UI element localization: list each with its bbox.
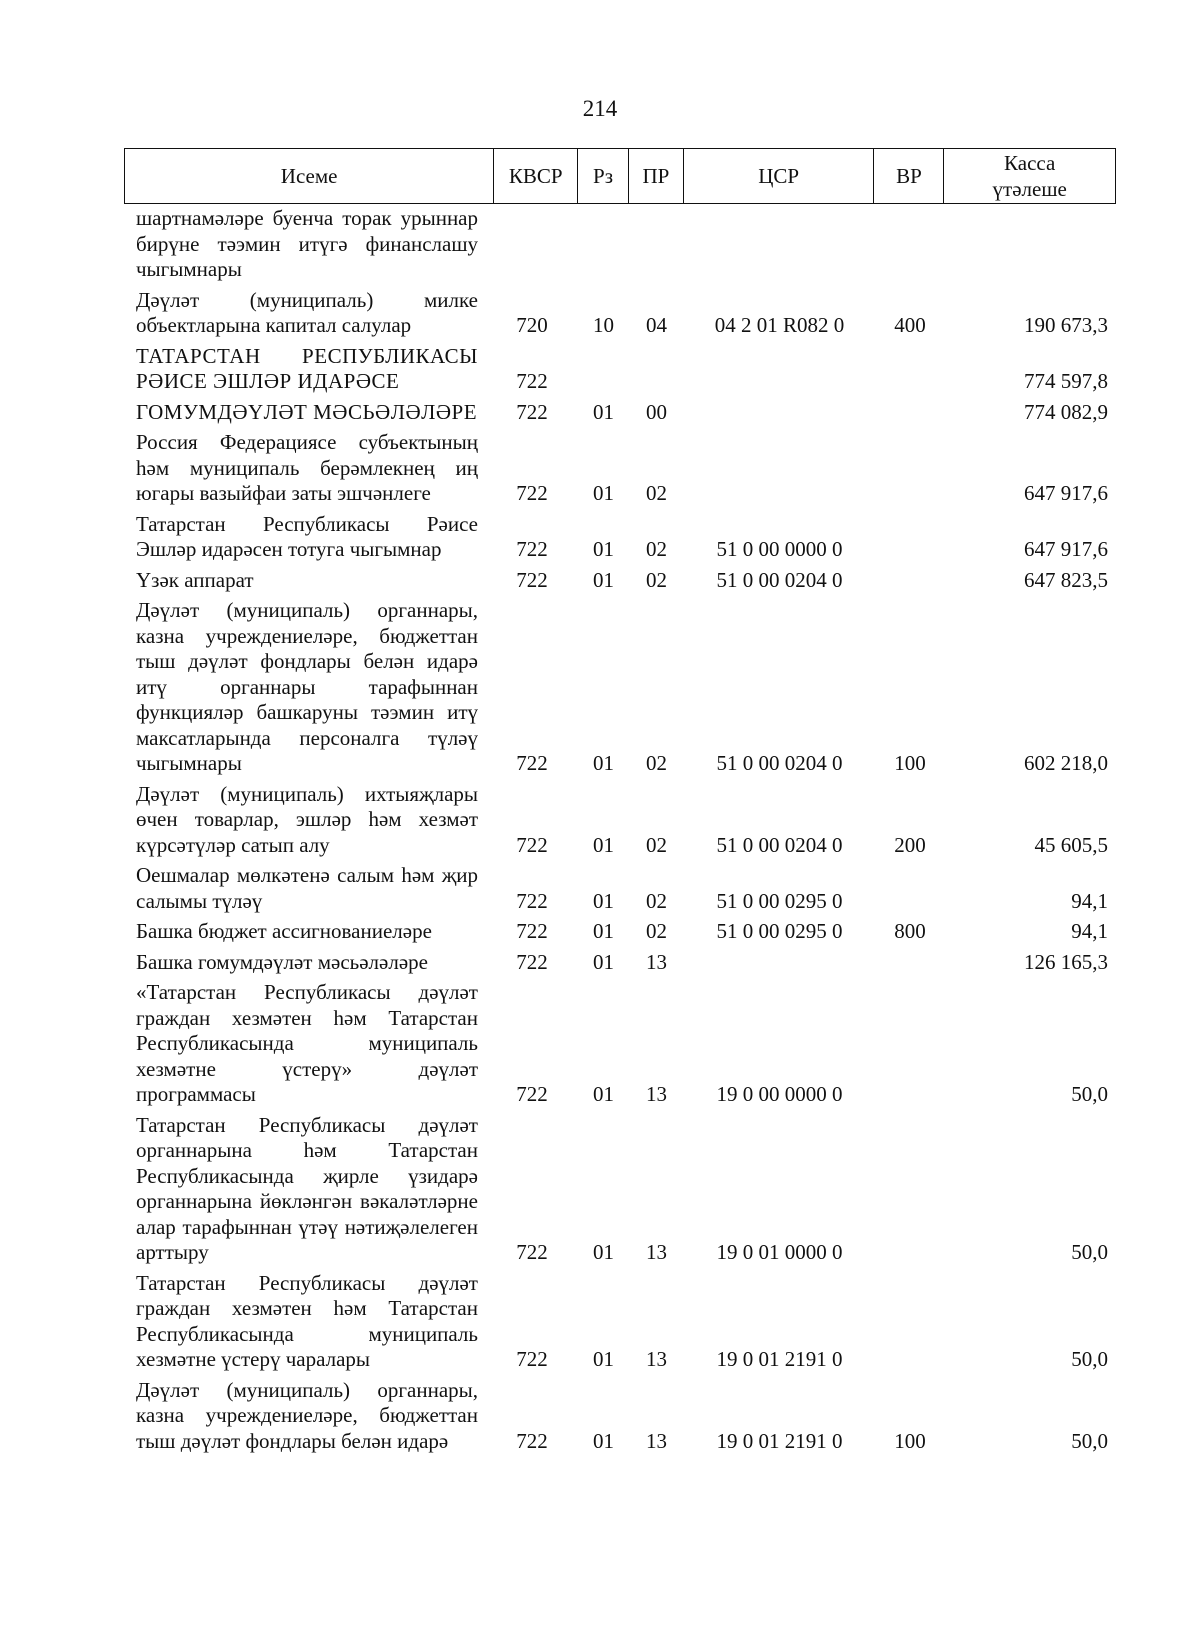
row-kassa: 647 823,5 — [1024, 567, 1108, 592]
header-tssr: ЦСР — [684, 149, 875, 203]
row-rz: 01 — [593, 1240, 614, 1264]
row-name: Россия Федерациясе субъектының һәм муниципаль берәмлекнең иң югары вазыйфаи заты эшчәнлеге — [136, 430, 478, 505]
row-kvsr: 722 — [516, 751, 548, 775]
header-kassa-line1: Касса — [1004, 151, 1056, 175]
row-pr: 02 — [646, 888, 667, 913]
row-rz: 01 — [593, 919, 614, 943]
table-row — [124, 568, 1116, 594]
row-kassa: 602 218,0 — [1024, 751, 1108, 775]
row-kassa: 647 917,6 — [1024, 537, 1108, 561]
row-kvsr: 722 — [516, 481, 548, 505]
row-kvsr: 722 — [516, 1240, 548, 1264]
row-name: ТАТАРСТАН РЕСПУБЛИКАСЫ РӘИСЕ ЭШЛӘР ИДАРӘСЕ — [136, 343, 478, 393]
row-rz: 01 — [593, 888, 614, 913]
row-tssr: 51 0 00 0295 0 — [716, 888, 843, 913]
header-pr: ПР — [629, 149, 684, 203]
row-rz: 01 — [593, 567, 614, 592]
row-name: Татарстан Республикасы дәүләт граждан хезмәтен һәм Татарстан Республикасында муниципаль хезмәтне үстерү чаралары — [136, 1270, 478, 1371]
row-pr: 02 — [646, 919, 667, 943]
row-kassa: 94,1 — [1071, 919, 1108, 943]
row-tssr: 51 0 00 0000 0 — [716, 537, 843, 561]
table-header — [124, 148, 1116, 204]
row-tssr — [684, 206, 875, 283]
header-kassa — [944, 149, 1115, 203]
row-kvsr: 720 — [516, 313, 548, 337]
row-kvsr: 722 — [516, 399, 548, 424]
row-tssr — [684, 950, 875, 976]
row-kvsr: 722 — [516, 919, 548, 943]
row-vr — [875, 950, 945, 976]
row-name: Дәүләт (муниципаль) милке объектларына капитал салулар — [136, 287, 478, 337]
row-name: Башка бюджет ассигнованиеләре — [136, 919, 432, 943]
row-vr — [875, 980, 945, 1108]
row-kvsr — [486, 206, 578, 283]
row-kvsr: 722 — [516, 1347, 548, 1371]
row-pr: 00 — [646, 399, 667, 424]
header-kvsr: КВСР — [494, 149, 578, 203]
row-vr — [875, 568, 945, 594]
row-rz: 01 — [593, 481, 614, 505]
table-row — [124, 598, 1116, 777]
row-kvsr: 722 — [516, 1082, 548, 1106]
row-kassa: 774 082,9 — [1024, 399, 1108, 424]
row-rz: 01 — [593, 832, 614, 857]
row-kvsr: 722 — [516, 1428, 548, 1453]
row-rz — [578, 344, 629, 395]
table-row — [124, 512, 1116, 563]
table-row — [124, 1378, 1116, 1455]
row-vr — [875, 512, 945, 563]
row-kvsr: 722 — [516, 949, 548, 974]
table-row — [124, 206, 1116, 283]
row-name: шартнамәләре буенча торак урыннар бирүне тәэмин итүгә финанслашу чыгымнары — [136, 206, 478, 281]
row-pr: 02 — [646, 751, 667, 775]
row-kassa — [945, 206, 1116, 283]
row-kassa: 50,0 — [1071, 1347, 1108, 1371]
row-vr — [875, 430, 945, 507]
table-body — [124, 206, 1116, 1454]
row-vr — [875, 863, 945, 914]
header-name: Исеме — [125, 149, 494, 203]
row-pr: 13 — [646, 1428, 667, 1453]
row-kassa: 647 917,6 — [1024, 481, 1108, 505]
row-name: «Татарстан Республикасы дәүләт граждан хезмәтен һәм Татарстан Республикасында муниципаль хезмәтне үстерү» дәүләт программасы — [136, 980, 478, 1106]
table-row — [124, 1113, 1116, 1266]
row-name: Дәүләт (муниципаль) органнары, казна учреждениеләре, бюджеттан тыш дәүләт фондлары белән идарә итү органнары тарафыннан функцияләр башкаруны тәэмин итү максатларында персоналга түләү чыгымнары — [136, 598, 478, 775]
row-rz: 01 — [593, 1082, 614, 1106]
row-name: Дәүләт (муниципаль) ихтыяҗлары өчен товарлар, эшләр һәм хезмәт күрсәтүләр сатып алу — [136, 781, 478, 857]
row-pr: 13 — [646, 949, 667, 974]
row-vr: 200 — [894, 832, 926, 857]
row-rz: 01 — [593, 537, 614, 561]
row-pr: 13 — [646, 1240, 667, 1264]
row-kassa: 45 605,5 — [1034, 832, 1108, 857]
row-kvsr: 722 — [516, 832, 548, 857]
row-rz — [578, 206, 629, 283]
row-kassa: 190 673,3 — [1024, 313, 1108, 337]
row-tssr — [684, 430, 875, 507]
row-name: Дәүләт (муниципаль) органнары, казна учреждениеләре, бюджеттан тыш дәүләт фондлары белән идарә — [136, 1377, 478, 1453]
page-number: 214 — [582, 96, 618, 121]
row-vr: 800 — [894, 919, 926, 943]
row-pr: 13 — [646, 1082, 667, 1106]
row-tssr: 51 0 00 0204 0 — [716, 567, 843, 592]
row-rz: 01 — [593, 1347, 614, 1371]
row-name: Үзәк аппарат — [136, 567, 254, 592]
table-row — [124, 980, 1116, 1108]
row-rz: 01 — [593, 949, 614, 974]
row-pr — [629, 206, 684, 283]
row-rz: 10 — [593, 313, 614, 337]
header-vr: ВР — [874, 149, 944, 203]
row-pr: 04 — [646, 313, 667, 337]
table-row — [124, 288, 1116, 339]
row-kvsr: 722 — [516, 537, 548, 561]
table-row — [124, 863, 1116, 914]
row-vr — [875, 344, 945, 395]
row-rz: 01 — [593, 1428, 614, 1453]
table-row — [124, 782, 1116, 859]
row-vr: 100 — [894, 751, 926, 775]
row-pr: 02 — [646, 832, 667, 857]
row-pr: 13 — [646, 1347, 667, 1371]
row-tssr: 19 0 01 2191 0 — [716, 1428, 843, 1453]
row-name: Оешмалар мөлкәтенә салым һәм җир салымы түләү — [136, 863, 478, 913]
row-name: Татарстан Республикасы Рәисе Эшләр идарәсен тотуга чыгымнар — [136, 511, 478, 561]
row-pr: 02 — [646, 567, 667, 592]
row-tssr — [684, 400, 875, 426]
row-vr: 400 — [894, 313, 926, 337]
table-row — [124, 919, 1116, 945]
row-rz: 01 — [593, 751, 614, 775]
table-row — [124, 430, 1116, 507]
table-row — [124, 1271, 1116, 1373]
table-row — [124, 950, 1116, 976]
row-kassa: 126 165,3 — [1024, 949, 1108, 974]
row-tssr: 19 0 01 2191 0 — [716, 1347, 843, 1371]
row-kassa: 50,0 — [1071, 1082, 1108, 1106]
table-row — [124, 400, 1116, 426]
row-kassa: 94,1 — [1071, 888, 1108, 913]
row-tssr: 51 0 00 0295 0 — [716, 919, 843, 943]
table-row — [124, 344, 1116, 395]
row-kassa: 774 597,8 — [1024, 369, 1108, 393]
row-kassa: 50,0 — [1071, 1428, 1108, 1453]
row-tssr — [684, 344, 875, 395]
row-tssr: 19 0 01 0000 0 — [716, 1240, 843, 1264]
row-tssr: 51 0 00 0204 0 — [716, 832, 843, 857]
row-tssr: 19 0 00 0000 0 — [716, 1082, 843, 1106]
row-name: ГОМУМДӘҮЛӘТ МӘСЬӘЛӘЛӘРЕ — [136, 399, 478, 424]
row-pr — [629, 344, 684, 395]
row-tssr: 04 2 01 R082 0 — [714, 313, 845, 337]
row-pr: 02 — [646, 537, 667, 561]
row-name: Башка гомумдәүләт мәсьәләләре — [136, 949, 428, 974]
header-rz: Рз — [578, 149, 629, 203]
row-vr — [875, 1113, 945, 1266]
row-kassa: 50,0 — [1071, 1240, 1108, 1264]
row-rz: 01 — [593, 399, 614, 424]
row-vr — [875, 1271, 945, 1373]
row-kvsr: 722 — [516, 369, 548, 393]
row-vr — [875, 400, 945, 426]
row-kvsr: 722 — [516, 567, 548, 592]
row-vr — [875, 206, 945, 283]
row-kvsr: 722 — [516, 888, 548, 913]
row-tssr: 51 0 00 0204 0 — [716, 751, 843, 775]
header-kassa-line2: үтәлеше — [992, 177, 1067, 201]
row-name: Татарстан Республикасы дәүләт органнарына һәм Татарстан Республикасында җирле үзидарә органнарына йөкләнгән вәкаләтләрне алар тарафыннан үтәү нәтиҗәлелеген арттыру — [136, 1112, 478, 1264]
row-vr: 100 — [894, 1428, 926, 1453]
row-pr: 02 — [646, 481, 667, 505]
